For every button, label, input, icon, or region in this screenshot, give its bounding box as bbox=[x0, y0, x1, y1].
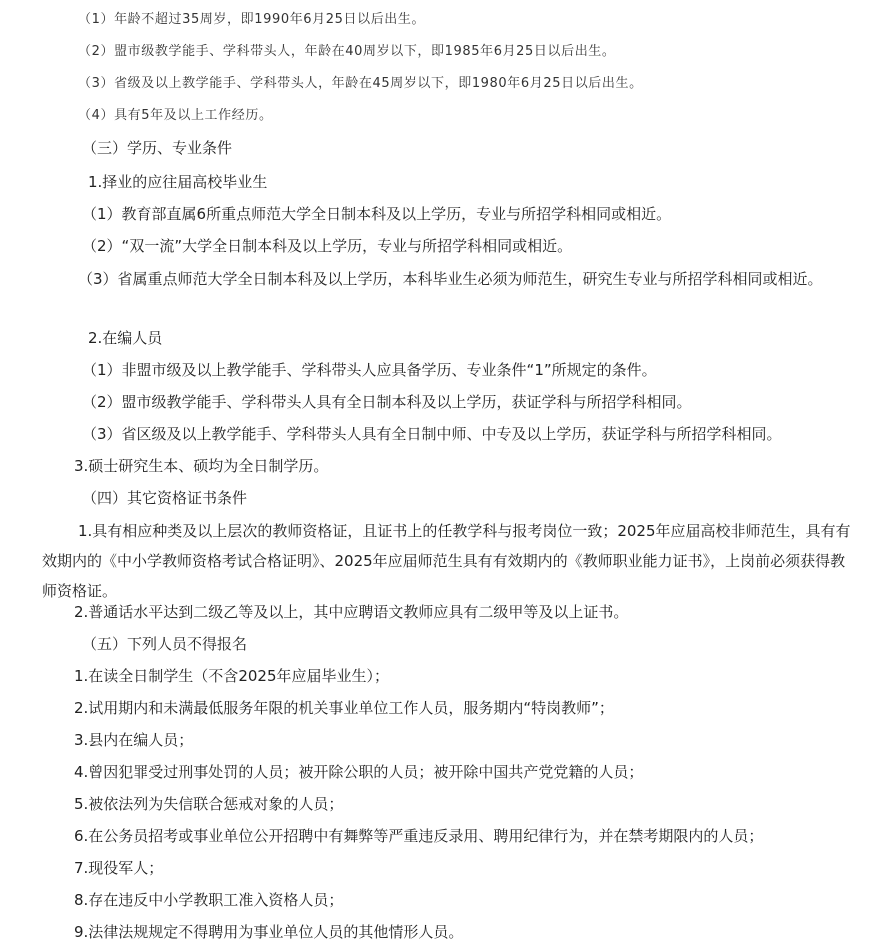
staff-condition-3: （3）省区级及以上教学能手、学科带头人具有全日制中师、中专及以上学历，获证学科与所招学科相同。 bbox=[82, 425, 782, 443]
exclusion-1: 1.在读全日制学生（不含2025年应届毕业生）； bbox=[74, 667, 389, 685]
staff-condition-1: （1）非盟市级及以上教学能手、学科带头人应具备学历、专业条件“1”所规定的条件。 bbox=[82, 361, 657, 379]
graduate-condition-1: （1）教育部直属6所重点师范大学全日制本科及以上学历，专业与所招学科相同或相近。 bbox=[82, 205, 672, 223]
exclusion-6: 6.在公务员招考或事业单位公开招聘中有舞弊等严重违反录用、聘用纪律行为，并在禁考期限内的人员； bbox=[74, 827, 764, 845]
exclusion-5: 5.被依法列为失信联合惩戒对象的人员； bbox=[74, 795, 344, 813]
exclusion-4: 4.曾因犯罪受过刑事处罚的人员；被开除公职的人员；被开除中国共产党党籍的人员； bbox=[74, 763, 644, 781]
masters-condition: 3.硕士研究生本、硕均为全日制学历。 bbox=[74, 457, 329, 475]
exclusion-7: 7.现役军人； bbox=[74, 859, 164, 877]
certificate-condition-1: 1.具有相应种类及以上层次的教师资格证，且证书上的任教学科与报考岗位一致；2025年应届高校非师范生，具有有效期内的《中小学教师资格考试合格证明》、2025年应届师范生具有有效期内的《教师职业能力证书》，上岗前必须获得教师资格证。 bbox=[42, 522, 851, 600]
exclusion-2: 2.试用期内和未满最低服务年限的机关事业单位工作人员，服务期内“特岗教师”； bbox=[74, 699, 614, 717]
subheading-graduates: 1.择业的应往届高校毕业生 bbox=[88, 173, 268, 191]
graduate-condition-2: （2）“双一流”大学全日制本科及以上学历，专业与所招学科相同或相近。 bbox=[82, 237, 573, 255]
age-condition-2: （2）盟市级教学能手、学科带头人，年龄在40周岁以下，即1985年6月25日以后出生。 bbox=[78, 44, 616, 59]
certificate-condition-2: 2.普通话水平达到二级乙等及以上，其中应聘语文教师应具有二级甲等及以上证书。 bbox=[74, 603, 629, 621]
age-condition-4: （4）具有5年及以上工作经历。 bbox=[78, 108, 273, 123]
staff-condition-2: （2）盟市级教学能手、学科带头人具有全日制本科及以上学历，获证学科与所招学科相同。 bbox=[82, 393, 692, 411]
section-heading-education: （三）学历、专业条件 bbox=[82, 139, 233, 157]
exclusion-3: 3.县内在编人员； bbox=[74, 731, 194, 749]
subheading-staff: 2.在编人员 bbox=[88, 329, 163, 347]
section-heading-exclusions: （五）下列人员不得报名 bbox=[82, 635, 248, 653]
age-condition-3: （3）省级及以上教学能手、学科带头人，年龄在45周岁以下，即1980年6月25日以后出生。 bbox=[78, 76, 643, 91]
age-condition-1: （1）年龄不超过35周岁，即1990年6月25日以后出生。 bbox=[78, 12, 426, 27]
section-heading-certificates: （四）其它资格证书条件 bbox=[82, 489, 248, 507]
exclusion-8: 8.存在违反中小学教职工准入资格人员； bbox=[74, 891, 344, 909]
exclusion-9: 9.法律法规规定不得聘用为事业单位人员的其他情形人员。 bbox=[74, 923, 464, 941]
graduate-condition-3: （3）省属重点师范大学全日制本科及以上学历，本科毕业生必须为师范生，研究生专业与所招学科相同或相近。 bbox=[78, 270, 823, 288]
